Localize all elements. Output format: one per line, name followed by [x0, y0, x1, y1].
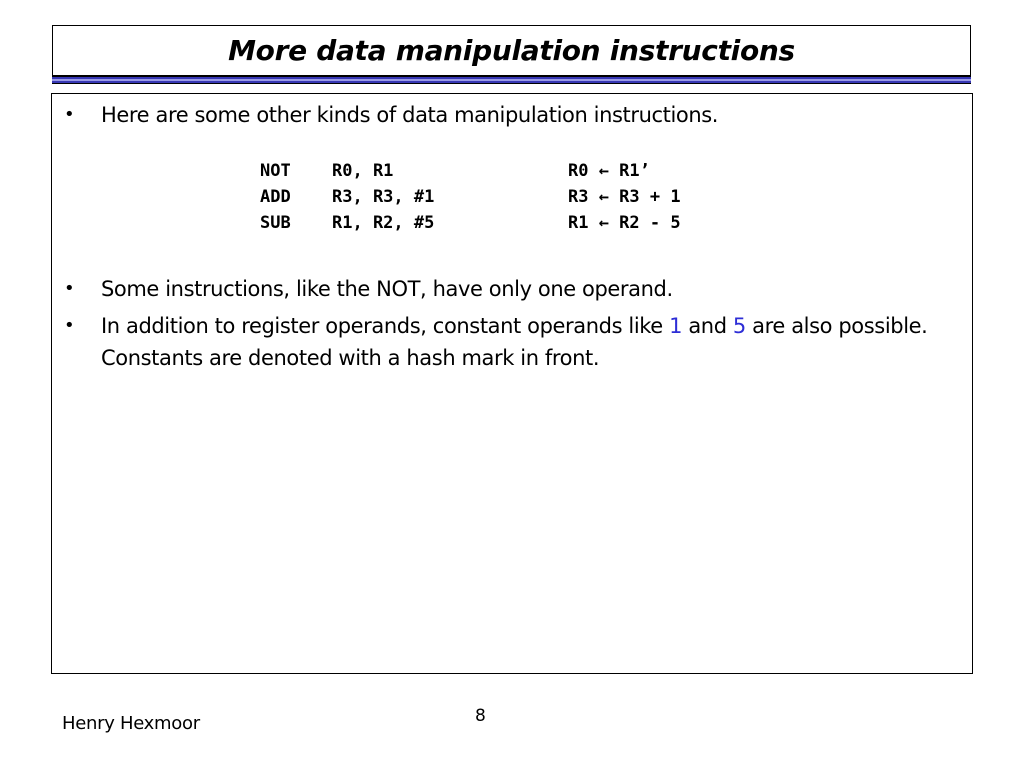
title-underline-bar [52, 76, 971, 84]
page-number: 8 [475, 706, 486, 726]
slide-title: More data manipulation instructions [228, 34, 795, 67]
code-operands: R0, R1 [332, 161, 394, 181]
code-opcode: ADD [260, 187, 291, 207]
code-opcode: SUB [260, 213, 291, 233]
bullet-text-part: In addition to register operands, constant operands like [101, 314, 670, 338]
code-operands: R3, R3, #1 [332, 187, 435, 207]
constant-highlight: 1 [669, 314, 683, 338]
code-result: R0 ← R1’ [568, 161, 650, 181]
bullet-icon: • [64, 278, 75, 299]
code-row [260, 158, 681, 184]
code-operands: R1, R2, #5 [332, 213, 435, 233]
code-opcode: NOT [260, 161, 291, 181]
code-result: R3 ← R3 + 1 [568, 187, 681, 207]
bullet-text: Here are some other kinds of data manipulation instructions. [101, 103, 719, 127]
code-result: R1 ← R2 - 5 [568, 213, 681, 233]
bullet-text-part: and [682, 314, 733, 338]
footer-author: Henry Hexmoor [62, 713, 200, 734]
bullet-text: Some instructions, like the NOT, have only one operand. [101, 277, 673, 301]
bullet-text-part: are also possible. Constants are denoted with a hash mark in front. [101, 314, 928, 370]
bullet-text [101, 310, 971, 374]
bullet-icon: • [64, 104, 75, 125]
code-row [260, 210, 681, 236]
code-row [260, 184, 681, 210]
slide-content-box [51, 93, 973, 674]
code-block [260, 158, 681, 236]
slide-title-box [52, 25, 971, 76]
constant-highlight: 5 [732, 314, 746, 338]
bullet-icon: • [64, 315, 75, 336]
